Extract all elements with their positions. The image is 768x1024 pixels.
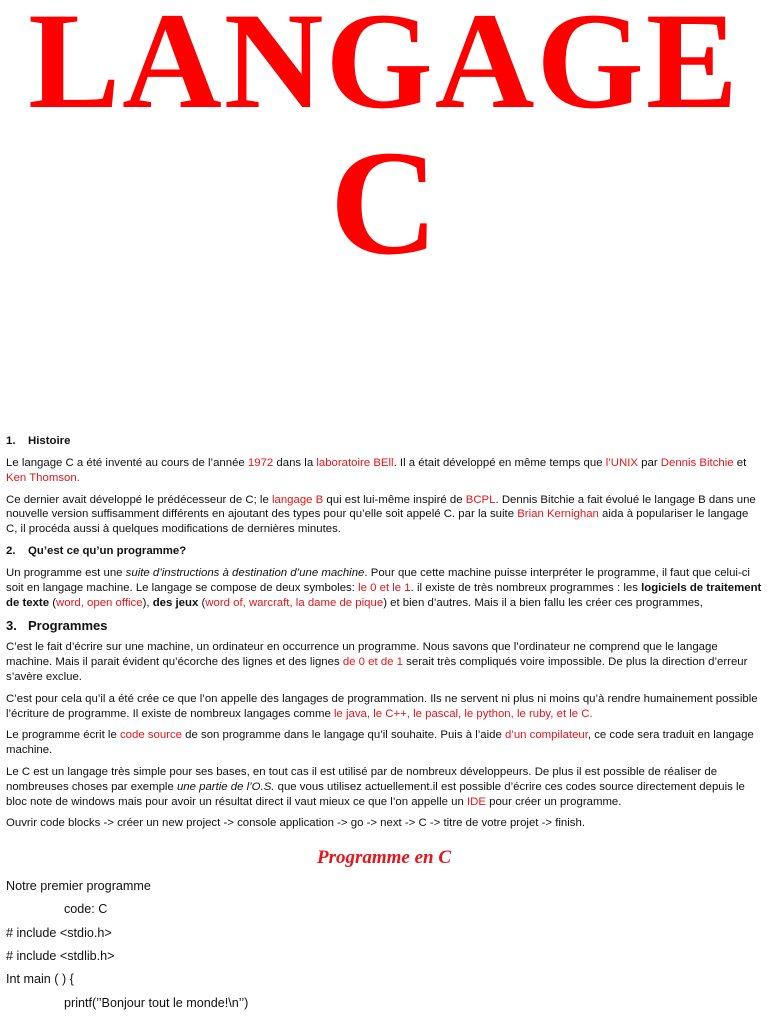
section-title: Histoire: [28, 435, 71, 447]
paragraph-history-1: [6, 456, 762, 486]
section-title: Programmes: [28, 618, 108, 634]
text-run: qui est lui-même inspiré de: [323, 493, 466, 506]
text-run: pour créer un programme.: [485, 795, 622, 808]
code-line: # include <stdlib.h>: [6, 949, 115, 964]
text-run: ),: [142, 596, 153, 609]
highlight-author: Dennis Bitchie: [660, 457, 734, 469]
italic-definition: suite d’instructions à destination d’une machine: [125, 566, 365, 579]
bold-text-games: des jeux: [152, 596, 199, 609]
section-heading-histoire: [6, 434, 762, 449]
section-number: 1.: [6, 435, 16, 447]
highlight-source-code: code source: [119, 729, 183, 742]
highlight-examples: word, open office: [56, 596, 143, 609]
text-run: . Il a était développé en même temps que: [393, 457, 606, 469]
code-line: printf(’’Bonjour tout le monde!\n’’): [64, 995, 249, 1010]
text-run: Un programme est une: [6, 566, 126, 579]
code-line: # include <stdio.h>: [6, 925, 112, 940]
paragraph-programme: [6, 566, 762, 610]
text-run: C’est le fait d’écrire sur une machine, un ordinateur en occurrence un programme. Nous savons que l’ordinateur ne comprend que le langage machine. Mais il parait évident qu’écorche des lignes et des lignes: [6, 641, 718, 669]
subheading-programme-en-c: Programme en C: [316, 847, 452, 869]
highlight-year: 1972: [247, 457, 274, 469]
highlight-ide: IDE: [466, 795, 486, 808]
text-run: , ce code sera traduit en langage machine.: [6, 729, 754, 757]
document-title-letter: C: [329, 120, 439, 286]
document-body: [6, 434, 762, 1015]
text-run: dans la: [273, 457, 317, 469]
paragraph-programmes-2: [6, 692, 762, 722]
code-sample: [6, 875, 762, 1015]
text-run: ) et bien d’autres. Mais il a bien fallu les créer ces programmes,: [383, 596, 703, 609]
text-run: . il existe de très nombreux programmes : les: [410, 581, 642, 594]
text-run: C’est pour cela qu’il a été crée ce que l’on appelle des langages de programmation. Ils ne servent ni plus ni moins qu’à rendre humainement possible l’écriture de programme. Il existe de nombreux langages comme: [6, 692, 758, 720]
text-run: aida à populariser le langage C, il procéda aussi à quelques modifications de dernières minutes.: [6, 508, 749, 536]
highlight-binary: le 0 et le 1: [358, 581, 411, 594]
text-run: . Pour que cette machine puisse interpréter le programme, il faut que celui-ci soit en langage machine. Le langage se compose de deux symboles:: [6, 566, 750, 594]
text-run: Le programme écrit le: [6, 729, 120, 742]
document-title: LANGAGE: [28, 0, 740, 137]
code-intro: Notre premier programme: [6, 879, 151, 894]
highlight-unix: l’UNIX: [605, 457, 638, 469]
section-heading-programmes: [6, 617, 762, 634]
highlight-binary: de 0 et de 1: [342, 656, 404, 669]
section-number: 2.: [6, 544, 16, 557]
text-run: . Dennis Bitchie a fait évolué le langage B dans une nouvelle version suffisamment différents en ajoutant des types pour qu’elle soit appelé C. par la suite: [6, 493, 756, 521]
section-heading-programme: [6, 544, 762, 559]
text-run: (: [198, 596, 206, 609]
text-run: Le langage C a été inventé au cours de l’année: [6, 457, 248, 469]
section-title: Qu’est ce qu’un programme?: [28, 544, 187, 557]
section-number: 3.: [6, 618, 17, 634]
text-run: Le C est un langage très simple pour ses bases, en tout cas il est utilisé par de nombreux développeurs. De plus il est possible de réaliser de nombreuses choses par exemple: [6, 765, 718, 793]
paragraph-instructions: Ouvrir code blocks -> créer un new project -> console application -> go -> next -> C -> titre de votre projet -> finish.: [6, 817, 585, 830]
highlight-examples: word of, warcraft, la dame de pique: [205, 596, 384, 609]
highlight-kernighan: Brian Kernighan: [517, 508, 599, 521]
bold-text-software: logiciels de traitement de texte: [6, 581, 762, 609]
text-run: que vous utilisez actuellement.il est possible d’écrire ces codes source directement depuis le bloc note de windows mais pour avoir un résultat direct il vaut mieux ce que l’on appelle un: [6, 780, 745, 808]
text-run: (: [49, 596, 57, 609]
italic-os: une partie de l’O.S.: [176, 780, 275, 793]
text-run: serait très compliqués voire impossible. De plus la direction d’erreur s’avère exclue.: [6, 656, 748, 683]
text-run: et: [733, 457, 747, 469]
code-label: code: C: [64, 902, 108, 917]
highlight-language-b: langage B: [271, 493, 324, 506]
paragraph-programmes-1: [6, 640, 762, 684]
paragraph-programmes-3: [6, 728, 762, 758]
paragraph-history-2: [6, 493, 762, 537]
code-line: Int main ( ) {: [6, 972, 74, 987]
highlight-author: Ken Thomson.: [6, 471, 80, 484]
highlight-languages: le java, le C++, le pascal, le python, le ruby, et le C.: [333, 707, 593, 720]
paragraph-programmes-4: [6, 765, 762, 809]
text-run: par: [637, 457, 661, 469]
highlight-bcpl: BCPL: [465, 493, 496, 506]
highlight-compiler: d’un compilateur: [504, 729, 588, 742]
text-run: Ce dernier avait développé le prédécesseur de C; le: [6, 493, 272, 506]
text-run: de son programme dans le langage qu’il souhaite. Puis à l’aide: [182, 729, 505, 742]
highlight-lab: laboratoire BEll: [316, 457, 394, 469]
